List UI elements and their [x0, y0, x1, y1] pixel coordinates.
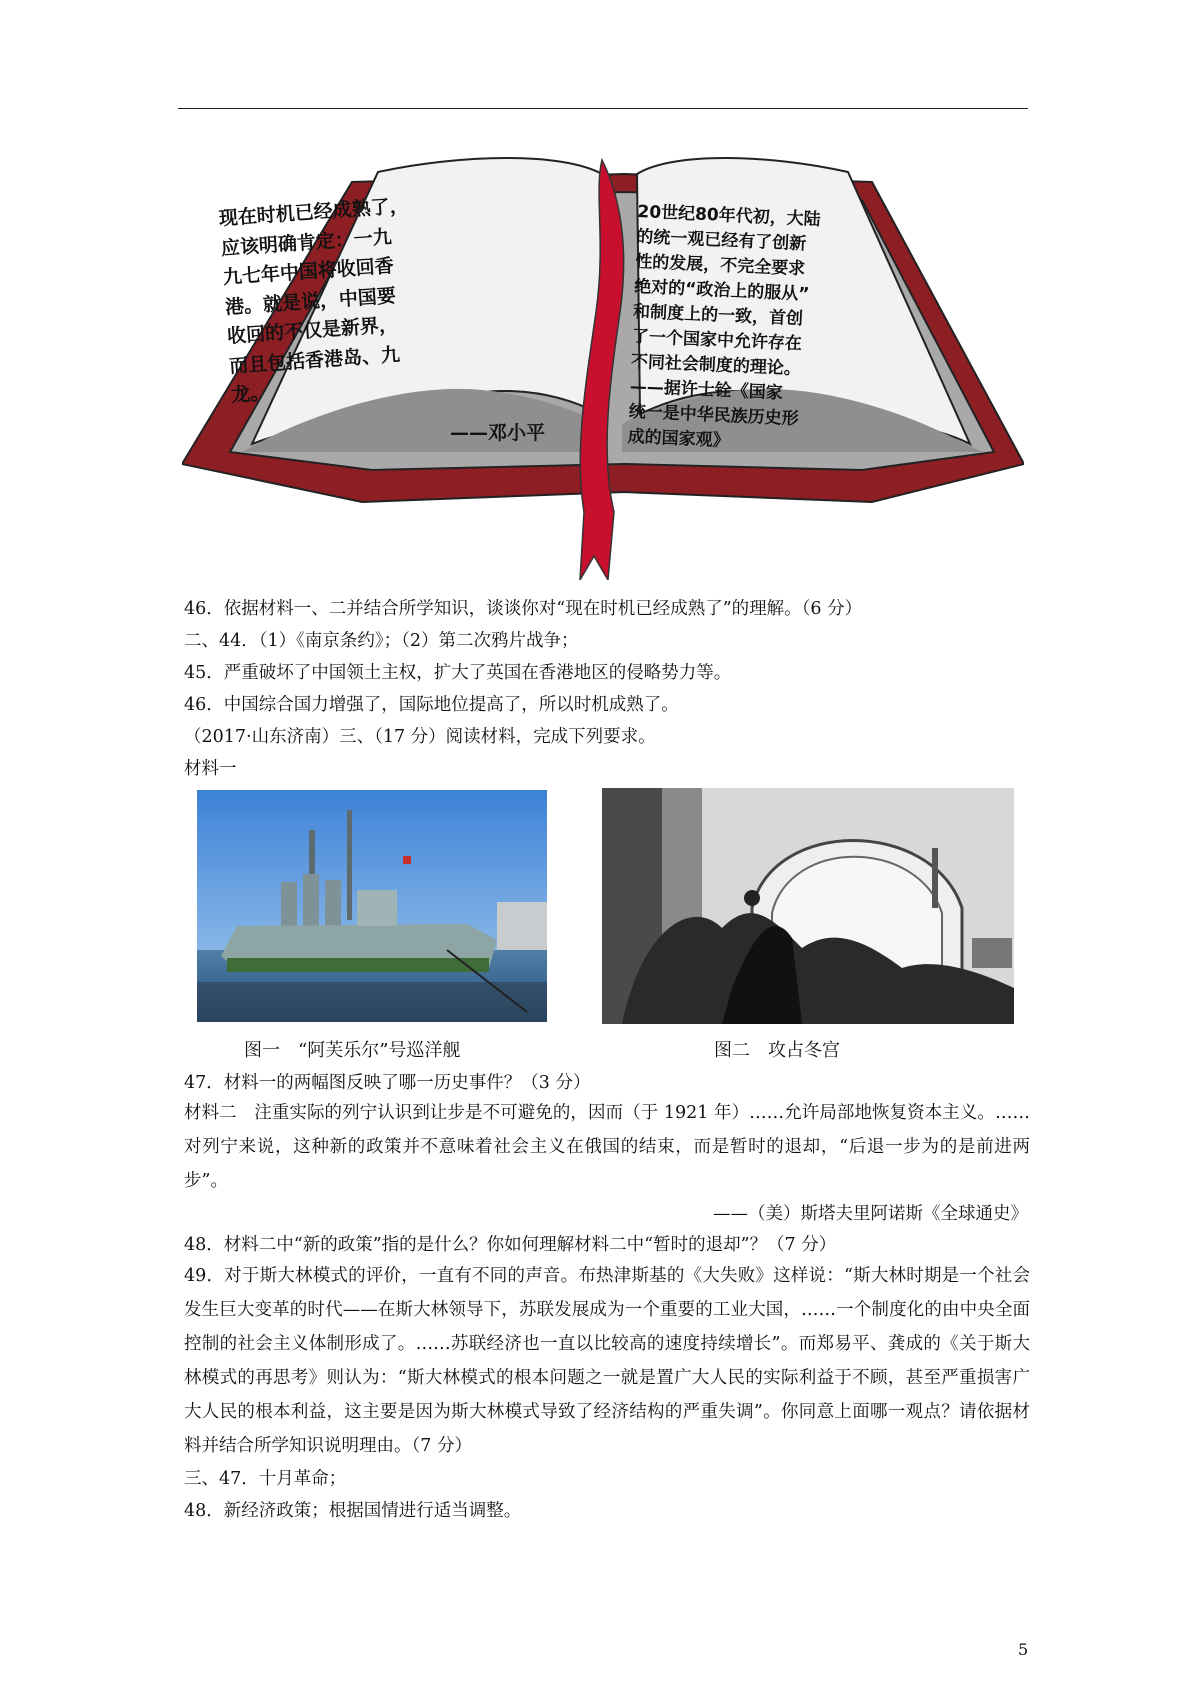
answer-2-45: 45．严重破坏了中国领土主权，扩大了英国在香港地区的侵略势力等。 [184, 663, 732, 683]
cruiser-photo [197, 790, 547, 1022]
header-rule [178, 108, 1028, 109]
answer-3-47: 三、47．十月革命； [184, 1469, 347, 1489]
page-number: 5 [1018, 1640, 1029, 1659]
question-46: 46．依据材料一、二并结合所学知识，谈谈你对“现在时机已经成熟了”的理解。（6 分） [184, 599, 863, 619]
book-left-page-text: 现在时机已经成熟了， 应该明确肯定：一九 九七年中国将收回香 港。就是说，中国要 收回的不仅是新界， 而且包括香港岛、九 龙。 [218, 194, 410, 407]
figure-2-caption: 图二 攻占冬宫 [714, 1040, 840, 1061]
question-49: 49．对于斯大林模式的评价，一直有不同的声音。布热津斯基的《大失败》这样说：“斯大林时期是一个社会发生巨大变革的时代——在斯大林领导下，苏联发展成为一个重要的工业大国，……一个制度化的由中央全面控制的社会主义体制形成了。……苏联经济也一直以比较高的速度持续增长”。而郑易平、龚成的《关于斯大林模式的再思考》则认为：“斯大林模式的根本问题之一就是置广大人民的实际利益于不顾，甚至严重损害广大人民的根本利益，这主要是因为斯大林模式导致了经济结构的严重失调”。你同意上面哪一观点？请依据材料并结合所学知识说明理由。（7 分） [184, 1266, 1030, 1456]
question-48: 48．材料二中“新的政策”指的是什么？你如何理解材料二中“暂时的退却”？（7 分） [184, 1235, 837, 1255]
answer-2-44: 二、44．（1）《南京条约》；（2）第二次鸦片战争； [184, 631, 579, 651]
answer-2-46: 46．中国综合国力增强了，国际地位提高了，所以时机成熟了。 [184, 695, 679, 715]
book-right-page-text: 20世纪80年代初，大陆 的统一观已经有了创新 性的发展，不完全要求 绝对的“政治上的服从” 和制度上的一致，首创 了一个国家中允许存在 不同社会制度的理论。 ——据许士铨《国家 统一是中华民族历史形 成的国家观》 [627, 201, 822, 452]
winter-palace-illustration [602, 788, 1014, 1024]
figure-1-caption: 图一 “阿芙乐尔”号巡洋舰 [244, 1040, 461, 1061]
book-left-signature: ——邓小平 [450, 422, 546, 444]
material-2-source: ——（美）斯塔夫里阿诺斯《全球通史》 [713, 1204, 1028, 1224]
material-1-label: 材料一 [184, 759, 237, 779]
question-47: 47．材料一的两幅图反映了哪一历史事件？（3 分） [184, 1073, 591, 1093]
answer-3-48: 48．新经济政策；根据国情进行适当调整。 [184, 1501, 522, 1521]
material-2-text: 材料二 注重实际的列宁认识到让步是不可避免的，因而（于 1921 年）……允许局部地恢复资本主义。……对列宁来说，这种新的政策并不意味着社会主义在俄国的结束，而是暂时的退却，“后退一步为的是前进两步”。 [184, 1103, 1030, 1191]
section-3-header: （2017·山东济南）三、（17 分）阅读材料，完成下列要求。 [184, 727, 656, 747]
